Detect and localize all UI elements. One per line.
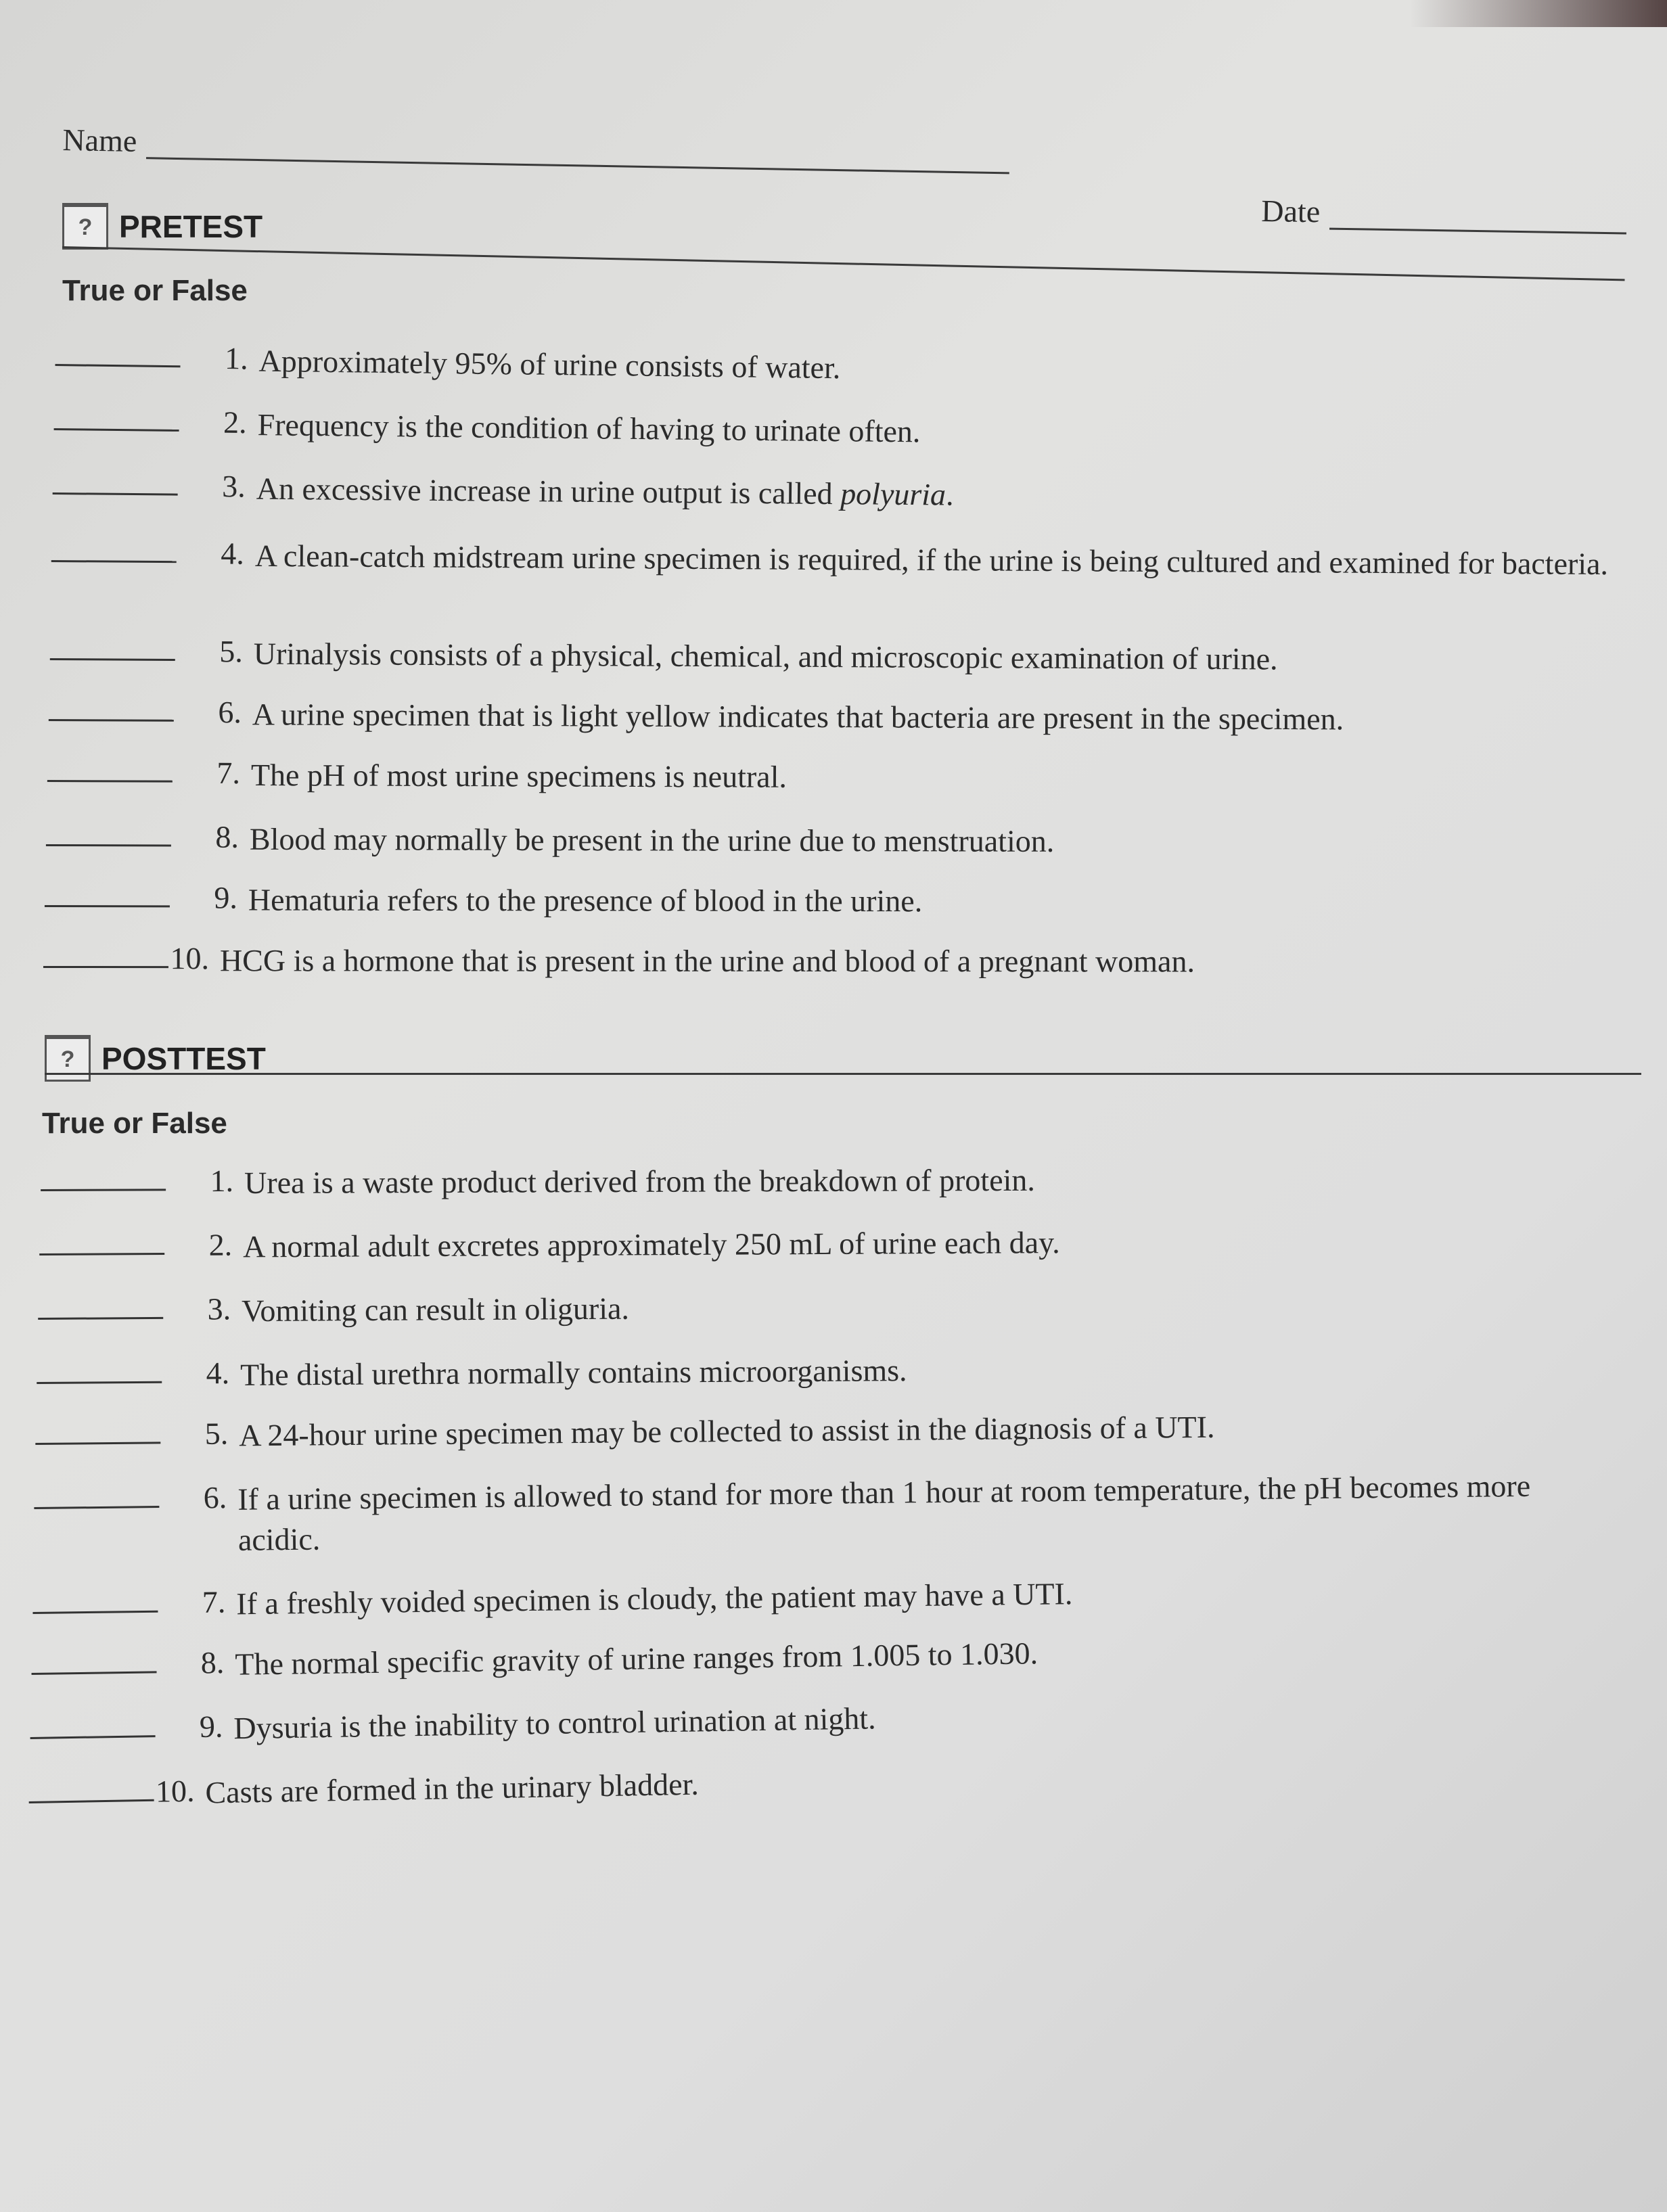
item-statement: An excessive increase in urine output is called polyuria. [256, 471, 954, 512]
item-number: 7. [216, 755, 240, 790]
item-number: 3. [222, 469, 246, 504]
name-field-row [62, 122, 1010, 174]
item-statement: Hematuria refers to the presence of blood in the urine. [248, 882, 923, 919]
name-label: Name [62, 122, 137, 158]
item-number: 8. [215, 819, 239, 854]
answer-blank[interactable] [41, 1163, 166, 1191]
item-statement: The pH of most urine specimens is neutral. [250, 758, 787, 794]
item-number: 10. [155, 1773, 195, 1809]
item-number: 9. [214, 880, 237, 915]
item-number: 6. [203, 1480, 227, 1515]
pretest-item-3 [52, 467, 1609, 521]
item-number: 5. [219, 634, 243, 669]
item-number: 1. [210, 1163, 234, 1199]
posttest-subtitle: True or False [42, 1107, 227, 1140]
answer-blank[interactable] [28, 1774, 154, 1803]
answer-blank[interactable] [50, 632, 175, 661]
item-statement: The normal specific gravity of urine ranges from 1.005 to 1.030. [235, 1636, 1038, 1682]
posttest-item-2 [39, 1220, 1610, 1268]
item-statement: A 24-hour urine specimen may be collected to assist in the diagnosis of a UTI. [239, 1409, 1215, 1453]
item-number: 1. [224, 341, 248, 376]
pretest-item-8 [46, 819, 1610, 863]
item-statement: The distal urethra normally contains microorganisms. [240, 1353, 907, 1392]
item-number: 5. [204, 1416, 229, 1451]
item-statement: Approximately 95% of urine consists of water. [258, 343, 841, 386]
item-number: 10. [170, 941, 209, 976]
pretest-subtitle: True or False [62, 274, 248, 307]
item-number: 7. [202, 1584, 226, 1619]
pretest-item-10 [43, 940, 1610, 982]
pretest-item-2 [53, 402, 1610, 459]
pretest-item-5 [50, 632, 1610, 681]
item-emphasis: polyuria [840, 476, 946, 512]
answer-blank[interactable] [39, 1227, 164, 1255]
item-statement: If a freshly voided specimen is cloudy, the patient may have a UTI. [236, 1576, 1073, 1621]
answer-blank[interactable] [55, 338, 180, 367]
answer-blank[interactable] [51, 534, 177, 563]
item-statement: Casts are formed in the urinary bladder. [205, 1766, 700, 1810]
item-tail: . [945, 477, 954, 512]
posttest-item-1 [41, 1158, 1610, 1204]
posttest-item-7 [32, 1567, 1611, 1627]
pretest-rule [62, 246, 1625, 281]
answer-blank[interactable] [53, 467, 178, 496]
pretest-item-7 [47, 754, 1610, 800]
answer-blank[interactable] [35, 1416, 160, 1445]
item-number: 2. [208, 1227, 233, 1262]
answer-blank[interactable] [45, 879, 170, 907]
posttest-item-6 [34, 1465, 1611, 1563]
pretest-item-1 [55, 338, 1610, 398]
pretest-title: PRETEST [119, 208, 263, 244]
item-statement: Blood may normally be present in the urine due to menstruation. [249, 821, 1055, 858]
question-icon: ? [45, 1035, 91, 1082]
date-field-row [1261, 193, 1627, 234]
posttest-item-5 [35, 1404, 1610, 1458]
answer-blank[interactable] [46, 819, 171, 846]
answer-blank[interactable] [38, 1291, 163, 1320]
item-number: 8. [200, 1645, 225, 1680]
date-blank[interactable] [1329, 208, 1627, 235]
item-statement: Dysuria is the inability to control urination at night. [233, 1701, 876, 1746]
item-statement: A clean-catch midstream urine specimen is required, if the urine is being cultured and examined for bacteria. [254, 538, 1609, 582]
item-statement: If a urine specimen is allowed to stand for more than 1 hour at room temperature, the pH becomes more acidic. [237, 1468, 1531, 1557]
item-statement: A normal adult excretes approximately 250 mL of urine each day. [243, 1225, 1060, 1264]
item-statement: HCG is a hormone that is present in the urine and blood of a pregnant woman. [219, 943, 1195, 979]
item-number: 4. [221, 536, 244, 571]
pretest-heading [62, 203, 262, 250]
answer-blank[interactable] [54, 402, 179, 432]
pretest-item-9 [45, 879, 1610, 923]
name-blank[interactable] [146, 137, 1010, 174]
item-statement: A urine specimen that is light yellow indicates that bacteria are present in the specimen. [252, 697, 1344, 737]
item-statement: Frequency is the condition of having to urinate often. [257, 407, 921, 449]
answer-blank[interactable] [31, 1645, 157, 1675]
answer-blank[interactable] [32, 1585, 158, 1614]
answer-blank[interactable] [37, 1356, 162, 1384]
item-number: 4. [206, 1356, 230, 1391]
posttest-rule [45, 1073, 1641, 1075]
pretest-item-6 [49, 693, 1610, 741]
page-edge-shadow [1410, 0, 1667, 27]
posttest-title: POSTTEST [101, 1040, 266, 1076]
item-number: 3. [207, 1291, 231, 1327]
pretest-item-4 [51, 534, 1610, 584]
posttest-item-8 [31, 1625, 1611, 1687]
item-number: 9. [199, 1709, 223, 1745]
posttest-item-3 [38, 1283, 1610, 1333]
item-statement: Urea is a waste product derived from the breakdown of protein. [244, 1162, 1035, 1200]
answer-blank[interactable] [34, 1480, 159, 1509]
posttest-item-10 [28, 1748, 1611, 1816]
answer-blank[interactable] [43, 940, 168, 968]
item-number: 6. [218, 695, 242, 730]
answer-blank[interactable] [47, 754, 173, 783]
date-label: Date [1261, 193, 1321, 229]
item-statement: Urinalysis consists of a physical, chemical, and microscopic examination of urine. [253, 636, 1278, 676]
item-statement: Vomiting can result in oliguria. [242, 1291, 630, 1329]
item-number: 2. [223, 405, 247, 440]
question-icon: ? [62, 203, 108, 250]
posttest-item-9 [30, 1686, 1611, 1751]
posttest-item-4 [37, 1345, 1610, 1397]
answer-blank[interactable] [49, 693, 174, 722]
answer-blank[interactable] [30, 1709, 156, 1739]
